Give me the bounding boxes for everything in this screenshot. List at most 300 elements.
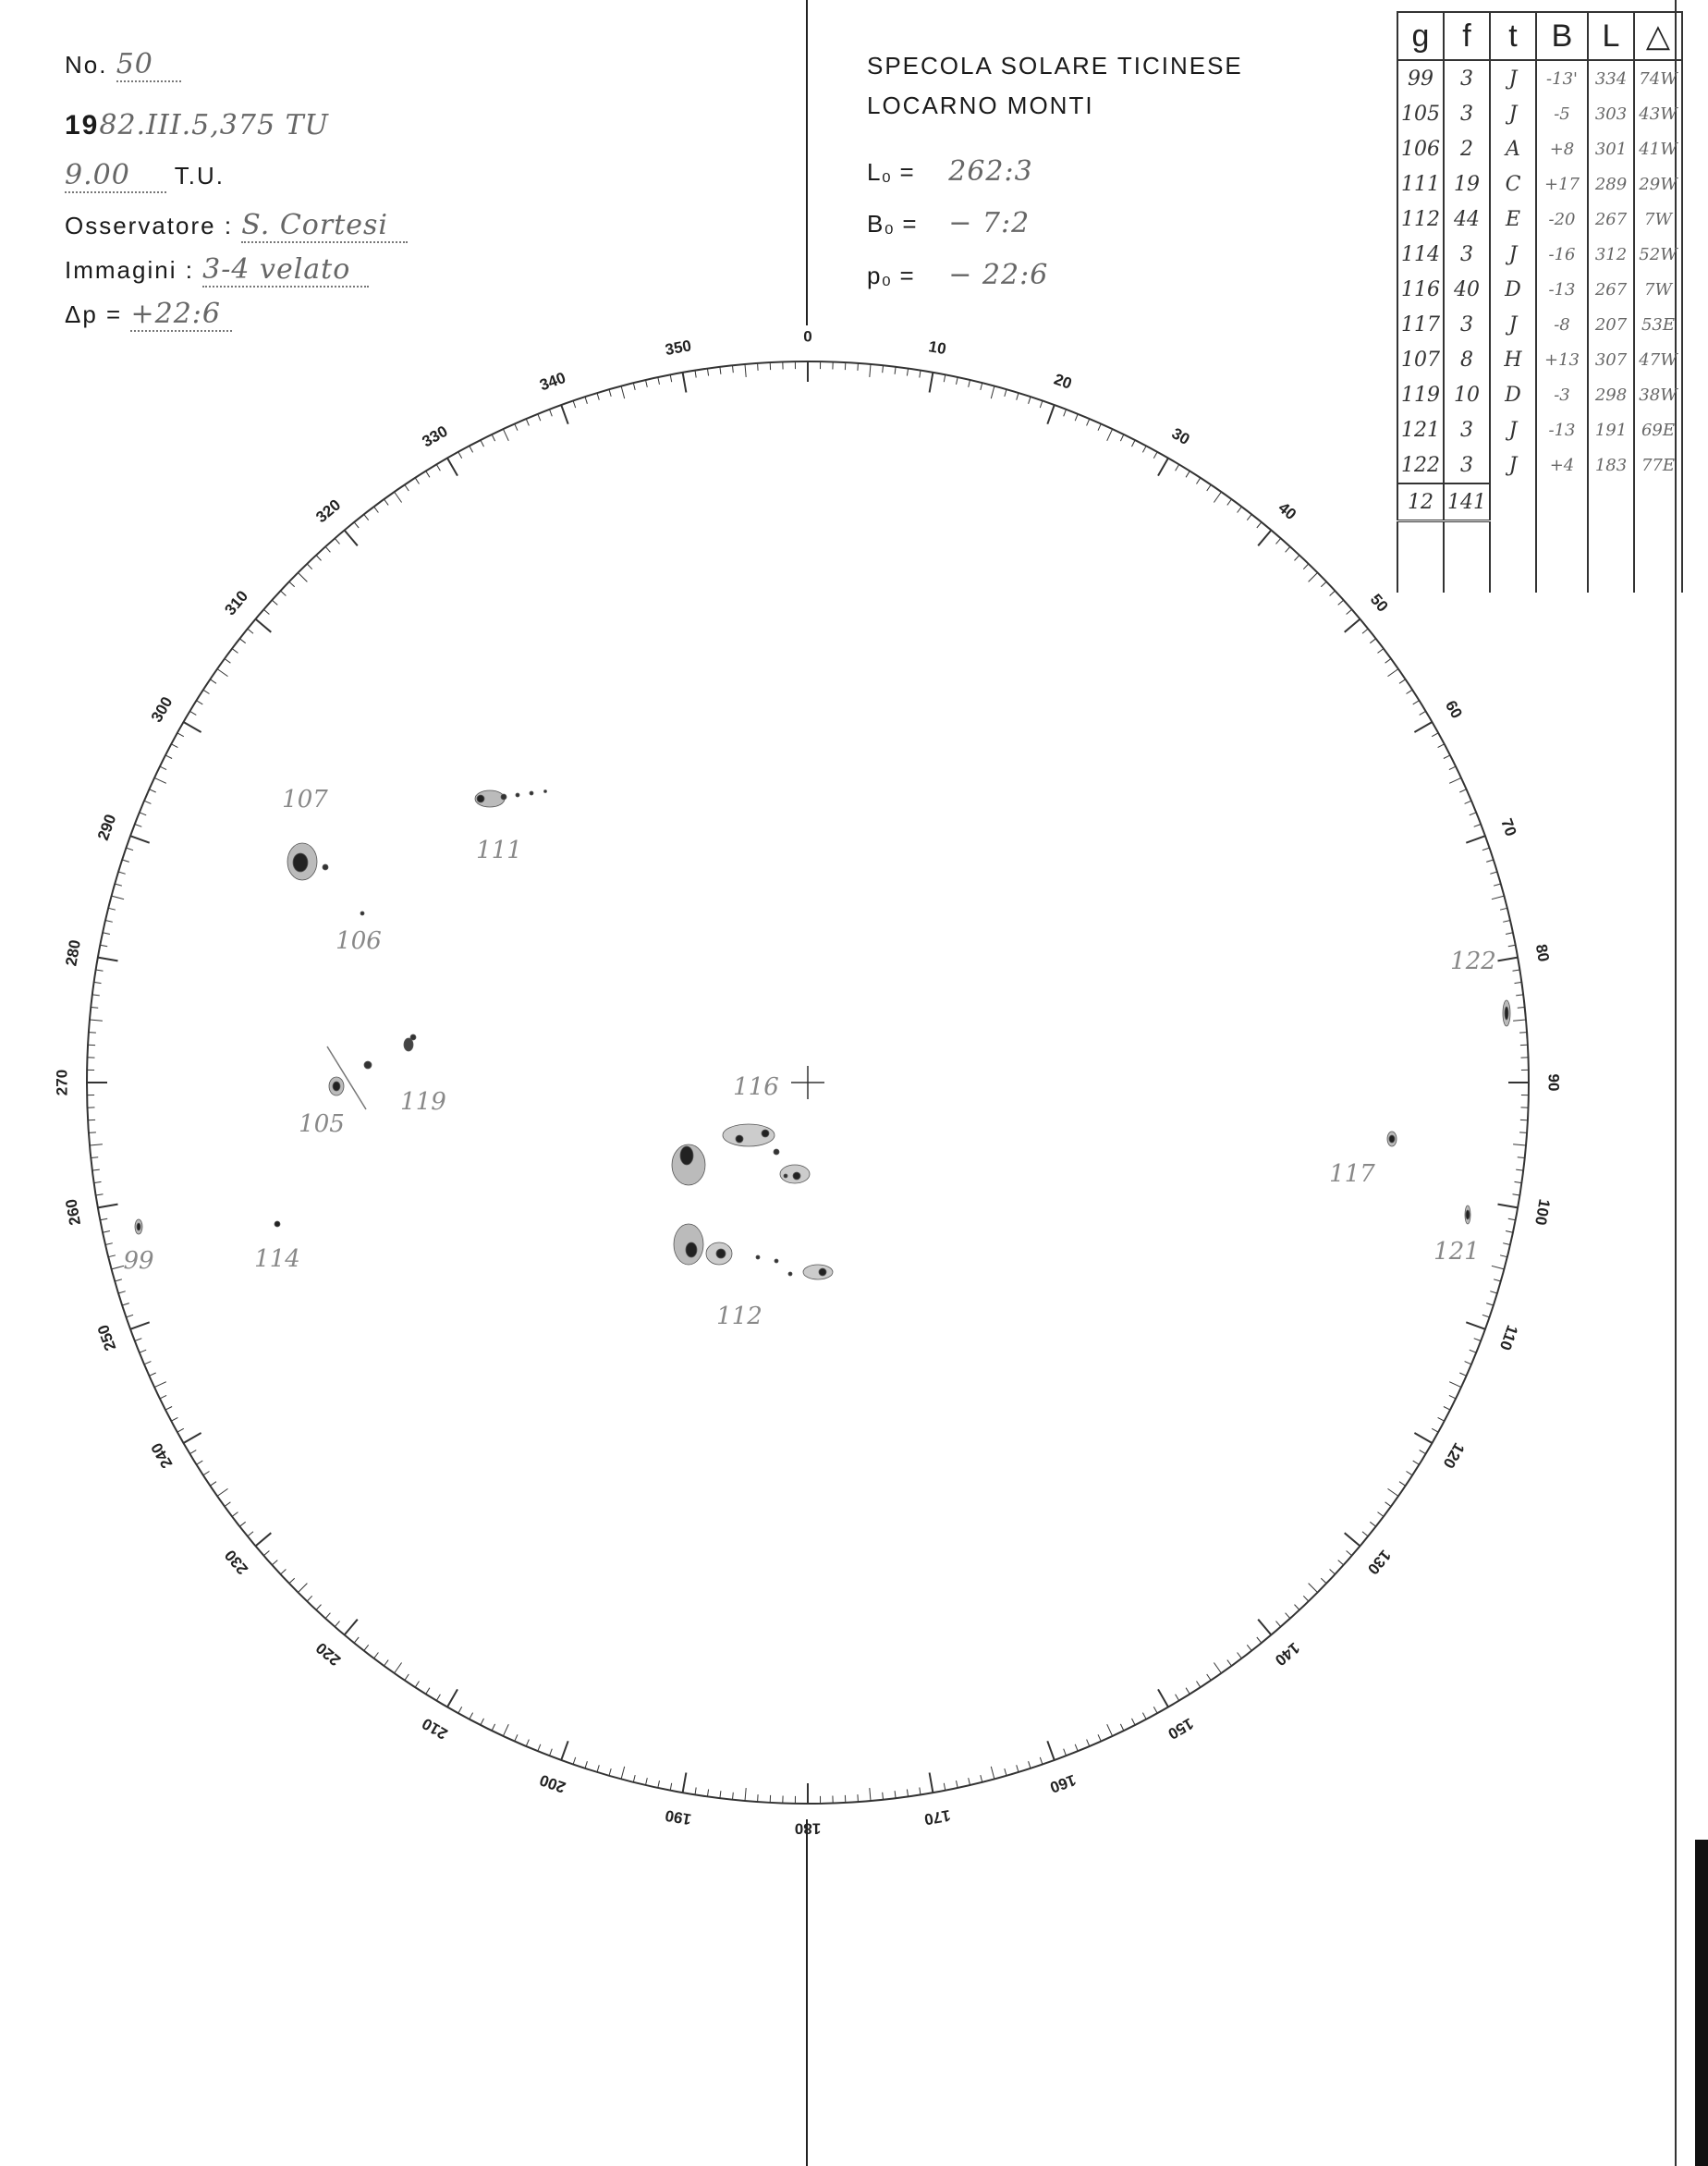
scale-tick [858, 363, 859, 371]
scale-tick [98, 958, 118, 961]
scale-tick [272, 1560, 277, 1565]
cell-f: 10 [1444, 377, 1490, 412]
cell-delta: 41W [1634, 131, 1682, 166]
scale-tick [144, 1362, 151, 1364]
scale-tick [1064, 410, 1067, 417]
scale-tick [720, 367, 721, 374]
scale-label: 160 [1047, 1770, 1079, 1797]
scale-tick [1107, 1724, 1113, 1736]
cell-t: J [1490, 412, 1536, 447]
scale-tick [1286, 546, 1290, 552]
scale-tick [1005, 389, 1006, 397]
scale-label: 120 [1439, 1439, 1469, 1472]
col-t: t [1490, 12, 1536, 60]
year-prefix: 19 [65, 110, 100, 141]
scale-tick [354, 1637, 359, 1643]
B0-label: B₀ = [867, 210, 918, 238]
scale-tick [515, 423, 518, 430]
scale-tick [1482, 848, 1490, 850]
scale-tick [189, 711, 196, 715]
scale-tick [1132, 1719, 1136, 1725]
scale-tick [1494, 884, 1501, 886]
scale-tick [1295, 556, 1300, 561]
scale-tick [695, 371, 696, 378]
cell-f: 3 [1444, 237, 1490, 272]
scale-tick [1158, 459, 1168, 476]
sunspot [501, 794, 506, 800]
scale-tick [1414, 722, 1432, 732]
scale-tick [316, 556, 322, 561]
scale-tick [405, 1674, 409, 1681]
scale-tick [160, 766, 166, 770]
scale-tick [263, 1551, 269, 1556]
cell-L: 301 [1588, 131, 1634, 166]
scale-tick [1378, 649, 1384, 654]
scale-tick [1466, 836, 1485, 843]
sunspot [736, 1135, 743, 1143]
scale-tick [658, 377, 660, 385]
scale-tick [930, 373, 933, 393]
cell-B: +17 [1536, 166, 1588, 202]
scale-tick [127, 848, 134, 850]
scale-tick [1518, 1008, 1525, 1009]
scale-tick [895, 1791, 896, 1798]
scale-label: 130 [1363, 1546, 1395, 1578]
B0-value: − 7:2 [948, 207, 1031, 239]
scale-tick [345, 1620, 358, 1635]
scale-tick [991, 1767, 994, 1780]
observatory-line1: SPECOLA SOLARE TICINESE [867, 52, 1243, 80]
scale-tick [1142, 446, 1146, 452]
sunspot-group-116 [672, 1073, 810, 1185]
cell-B: -13 [1536, 412, 1588, 447]
scale-label: 190 [664, 1805, 693, 1829]
observer-value: S. Cortesi [241, 209, 408, 243]
scale-tick [526, 1740, 529, 1746]
scale-tick [1186, 1688, 1190, 1695]
total-f: 141 [1444, 483, 1490, 521]
cell-L: 267 [1588, 202, 1634, 237]
cell-L: 183 [1588, 447, 1634, 483]
scale-tick [144, 801, 151, 803]
scale-tick [272, 600, 277, 605]
scale-tick [597, 1765, 599, 1772]
scale-tick [1098, 1734, 1101, 1741]
cell-g: 122 [1397, 447, 1444, 483]
scale-tick [415, 478, 419, 484]
scale-tick [1494, 1279, 1501, 1281]
scale-tick [1413, 701, 1420, 704]
scale-tick [105, 1243, 113, 1245]
scale-tick [870, 364, 871, 377]
scale-tick [130, 836, 150, 843]
scale-tick [1474, 825, 1482, 827]
scale-tick [103, 1231, 110, 1233]
scale-tick [374, 1653, 379, 1658]
sunspot [1466, 1210, 1470, 1219]
scale-tick [585, 1761, 587, 1768]
scale-tick [307, 1596, 312, 1601]
scale-tick [248, 1532, 253, 1536]
scale-tick [177, 1428, 184, 1432]
scale-tick [597, 393, 599, 400]
scale-tick [458, 1707, 462, 1713]
scale-tick [745, 1788, 746, 1801]
sunspot-group-119 [364, 1034, 446, 1116]
scale-tick [1047, 405, 1055, 424]
scale-tick [1227, 499, 1232, 505]
scale-tick [1176, 1695, 1179, 1701]
scale-tick [758, 1794, 759, 1802]
scale-tick [263, 609, 269, 614]
scale-tick [112, 1266, 125, 1269]
cell-delta: 29W [1634, 166, 1682, 202]
cell-B: +4 [1536, 447, 1588, 483]
scale-tick [98, 1205, 118, 1208]
scale-label: 60 [1441, 697, 1466, 722]
scale-tick [447, 459, 458, 476]
cell-f: 19 [1444, 166, 1490, 202]
scale-tick [436, 1695, 440, 1701]
scale-tick [1492, 896, 1505, 899]
scale-tick [1513, 1194, 1520, 1195]
scale-tick [256, 619, 272, 632]
scale-tick [108, 1255, 116, 1257]
scale-label: 260 [62, 1197, 85, 1227]
scale-tick [171, 744, 177, 748]
scale-tick [1407, 690, 1413, 693]
scale-tick [646, 1778, 648, 1785]
sunspot-group-label: 111 [476, 837, 522, 864]
scale-tick [1470, 1350, 1476, 1352]
scale-tick [154, 777, 166, 783]
sheet-number-label: No. [65, 51, 108, 79]
scale-tick [1247, 514, 1251, 520]
scale-tick [720, 1791, 721, 1798]
images-value: 3-4 velato [202, 253, 369, 288]
scale-tick [573, 1757, 576, 1765]
scale-tick [395, 492, 402, 502]
cell-L: 334 [1588, 60, 1634, 96]
scale-tick [981, 383, 982, 390]
sunspot [819, 1268, 826, 1276]
scale-tick [1257, 1637, 1262, 1643]
scale-tick [944, 1783, 946, 1791]
scale-tick [895, 367, 896, 374]
scale-tick [1500, 908, 1507, 910]
scale-label: 330 [419, 422, 451, 451]
scale-tick [335, 538, 339, 544]
scale-tick [90, 1144, 103, 1145]
disc-center-cross [791, 1066, 824, 1099]
cell-delta: 77E [1634, 447, 1682, 483]
scale-tick [248, 629, 253, 633]
scale-tick [1227, 1660, 1232, 1666]
sunspot-group-label: 112 [716, 1303, 762, 1330]
time-value: 9.00 [65, 159, 166, 193]
scale-tick [1330, 591, 1336, 596]
scale-tick [538, 1744, 541, 1751]
scale-tick [646, 380, 648, 387]
scale-tick [658, 1781, 660, 1788]
scale-tick [1087, 1740, 1090, 1746]
sunspot [333, 1082, 340, 1091]
cell-L: 307 [1588, 342, 1634, 377]
scale-tick [515, 1734, 518, 1741]
cell-L: 289 [1588, 166, 1634, 202]
sunspot [686, 1242, 697, 1257]
scale-tick [1309, 1584, 1318, 1593]
scale-tick [633, 1775, 635, 1782]
scale-tick [1388, 1488, 1398, 1496]
cell-B: -20 [1536, 202, 1588, 237]
scale-tick [481, 1719, 484, 1725]
scale-tick [217, 669, 227, 677]
scale-tick [621, 386, 625, 399]
scale-tick [1017, 1765, 1019, 1772]
cell-delta: 47W [1634, 342, 1682, 377]
scale-tick [447, 1689, 458, 1707]
scale-tick [1040, 1757, 1043, 1765]
scale-tick [122, 860, 129, 862]
scale-tick [1330, 1570, 1336, 1575]
scale-tick [395, 1663, 402, 1673]
cell-L: 298 [1588, 377, 1634, 412]
scale-tick [1075, 1744, 1078, 1751]
scale-tick [135, 1339, 142, 1341]
scale-tick [1466, 1322, 1485, 1329]
scale-tick [1176, 464, 1179, 471]
scale-tick [1207, 484, 1212, 491]
scale-tick [1399, 1482, 1406, 1487]
cell-g: 107 [1397, 342, 1444, 377]
cell-delta: 52W [1634, 237, 1682, 272]
scale-label: 240 [147, 1439, 177, 1472]
scale-tick [256, 1533, 272, 1546]
date-value: 82.III.5,375 TU [99, 109, 329, 141]
scale-tick [1257, 522, 1262, 528]
scale-tick [1515, 982, 1522, 983]
cell-delta: 69E [1634, 412, 1682, 447]
scale-tick [1064, 1749, 1067, 1756]
scale-tick [436, 464, 440, 471]
sunspot-group-label: 116 [733, 1073, 779, 1101]
scale-tick [695, 1788, 696, 1795]
scale-tick [210, 1482, 216, 1487]
scale-tick [1449, 1382, 1461, 1388]
scale-label: 150 [1165, 1714, 1197, 1744]
scale-label: 0 [803, 327, 812, 346]
scale-tick [105, 921, 113, 923]
sunspot-group-label: 114 [254, 1245, 300, 1273]
scale-tick [930, 1773, 933, 1793]
scale-tick [1321, 581, 1326, 587]
scale-tick [1449, 777, 1461, 783]
scale-tick [1153, 1707, 1157, 1713]
scale-tick [1490, 1291, 1497, 1293]
scale-tick [1370, 1522, 1375, 1526]
scale-tick [232, 1512, 238, 1517]
col-L: L [1588, 12, 1634, 60]
scale-tick [184, 722, 201, 732]
scale-tick [1295, 1605, 1300, 1610]
scale-label: 170 [922, 1805, 952, 1829]
scale-tick [1388, 669, 1398, 677]
scale-tick [1438, 744, 1445, 748]
scale-tick [1087, 419, 1090, 425]
scale-tick [112, 896, 125, 899]
scale-tick [1490, 872, 1497, 874]
L0-label: L₀ = [867, 158, 915, 186]
scale-tick [1338, 600, 1344, 605]
P0-value: − 22:6 [948, 259, 1049, 291]
cell-g: 111 [1397, 166, 1444, 202]
images-label: Immagini : [65, 256, 194, 284]
sunspot-group-label: 106 [336, 927, 382, 955]
time-label: T.U. [174, 162, 225, 190]
sunspot [803, 1265, 833, 1279]
cell-f: 3 [1444, 412, 1490, 447]
scale-tick [670, 1783, 672, 1791]
sunspot-group-label: 107 [282, 786, 328, 814]
scale-tick [1465, 1362, 1471, 1364]
scale-tick [1186, 471, 1190, 478]
scale-tick [1486, 860, 1494, 862]
sheet-number-value: 50 [116, 48, 181, 82]
cell-t: J [1490, 60, 1536, 96]
cell-t: A [1490, 131, 1536, 166]
scale-tick [189, 1450, 196, 1454]
sunspot-group-111 [475, 790, 547, 865]
cell-t: J [1490, 96, 1536, 131]
scale-label: 310 [221, 587, 252, 619]
cell-f: 8 [1444, 342, 1490, 377]
scale-tick [100, 1218, 107, 1220]
scale-tick [1207, 1674, 1212, 1681]
sunspot-group-label: 119 [400, 1088, 446, 1116]
scale-tick [1508, 945, 1516, 947]
scale-tick [1047, 1741, 1055, 1760]
sunspot [762, 1130, 769, 1137]
scale-tick [1286, 1613, 1290, 1619]
sunspot [410, 1034, 416, 1040]
scale-tick [858, 1794, 859, 1802]
scale-tick [1303, 564, 1309, 569]
scale-label: 180 [794, 1819, 822, 1838]
scale-tick [289, 1578, 295, 1584]
scale-tick [1449, 766, 1456, 770]
sunspot [793, 1172, 800, 1180]
scale-tick [335, 1621, 339, 1627]
cell-f: 40 [1444, 272, 1490, 307]
scale-tick [883, 1793, 884, 1800]
scale-tick [1498, 1205, 1519, 1208]
scale-tick [1345, 619, 1360, 632]
scale-tick [944, 374, 946, 382]
scale-tick [1503, 1243, 1510, 1245]
sunspot [788, 1272, 792, 1276]
scale-tick [1519, 1132, 1527, 1133]
scale-tick [1321, 1578, 1326, 1584]
scale-tick [1120, 434, 1124, 441]
scale-tick [1107, 429, 1113, 441]
cell-delta: 43W [1634, 96, 1682, 131]
scale-label: 10 [927, 337, 948, 359]
scale-tick [670, 374, 672, 382]
P0-label: p₀ = [867, 262, 915, 289]
scale-tick [1438, 1417, 1445, 1421]
scale-tick [1385, 1502, 1391, 1507]
scale-tick [1362, 629, 1368, 633]
scale-label: 50 [1366, 590, 1392, 616]
scale-tick [1132, 440, 1136, 447]
scale-tick [1513, 970, 1520, 971]
scale-tick [870, 1788, 871, 1801]
scale-tick [90, 1020, 103, 1021]
cell-B: -13' [1536, 60, 1588, 96]
scale-tick [94, 982, 102, 983]
scale-tick [94, 1181, 102, 1182]
scale-tick [91, 1008, 98, 1009]
delta-p-value: +22:6 [130, 298, 232, 332]
scale-tick [538, 414, 541, 421]
scale-tick [225, 659, 230, 664]
sunspot [323, 864, 328, 870]
scale-tick [470, 1713, 473, 1719]
cell-g: 105 [1397, 96, 1444, 131]
scale-tick [1214, 492, 1221, 502]
scale-tick [609, 1768, 611, 1776]
scale-tick [1516, 1169, 1523, 1170]
scale-tick [354, 522, 359, 528]
scale-label: 290 [93, 812, 120, 843]
scale-tick [122, 1303, 129, 1305]
scale-tick [1515, 1181, 1522, 1182]
scale-tick [103, 933, 110, 935]
scale-label: 340 [537, 368, 568, 395]
scale-tick [1153, 452, 1157, 459]
scale-tick [299, 573, 308, 582]
scale-tick [1414, 1433, 1432, 1443]
scale-label: 90 [1544, 1073, 1563, 1092]
scale-tick [621, 1767, 625, 1780]
cell-B: -13 [1536, 272, 1588, 307]
scale-tick [1513, 1020, 1526, 1021]
scale-tick [1258, 1620, 1271, 1635]
scale-tick [1420, 1450, 1426, 1454]
scale-tick [1385, 659, 1391, 664]
scale-tick [225, 1502, 230, 1507]
cell-delta: 53E [1634, 307, 1682, 342]
scale-tick [1347, 609, 1352, 614]
sunspot [774, 1149, 779, 1155]
cell-g: 106 [1397, 131, 1444, 166]
scale-tick [239, 639, 245, 643]
scale-tick [203, 1472, 210, 1475]
cell-L: 267 [1588, 272, 1634, 307]
cell-g: 117 [1397, 307, 1444, 342]
scale-tick [232, 649, 238, 654]
sunspot [1389, 1135, 1395, 1143]
scale-tick [364, 1645, 369, 1650]
scale-tick [345, 531, 358, 546]
scale-label: 80 [1531, 942, 1553, 963]
observer-label: Osservatore : [65, 212, 234, 239]
scale-tick [573, 401, 576, 409]
cell-t: D [1490, 377, 1536, 412]
scale-tick [1444, 1407, 1450, 1411]
sunspot [293, 853, 308, 872]
